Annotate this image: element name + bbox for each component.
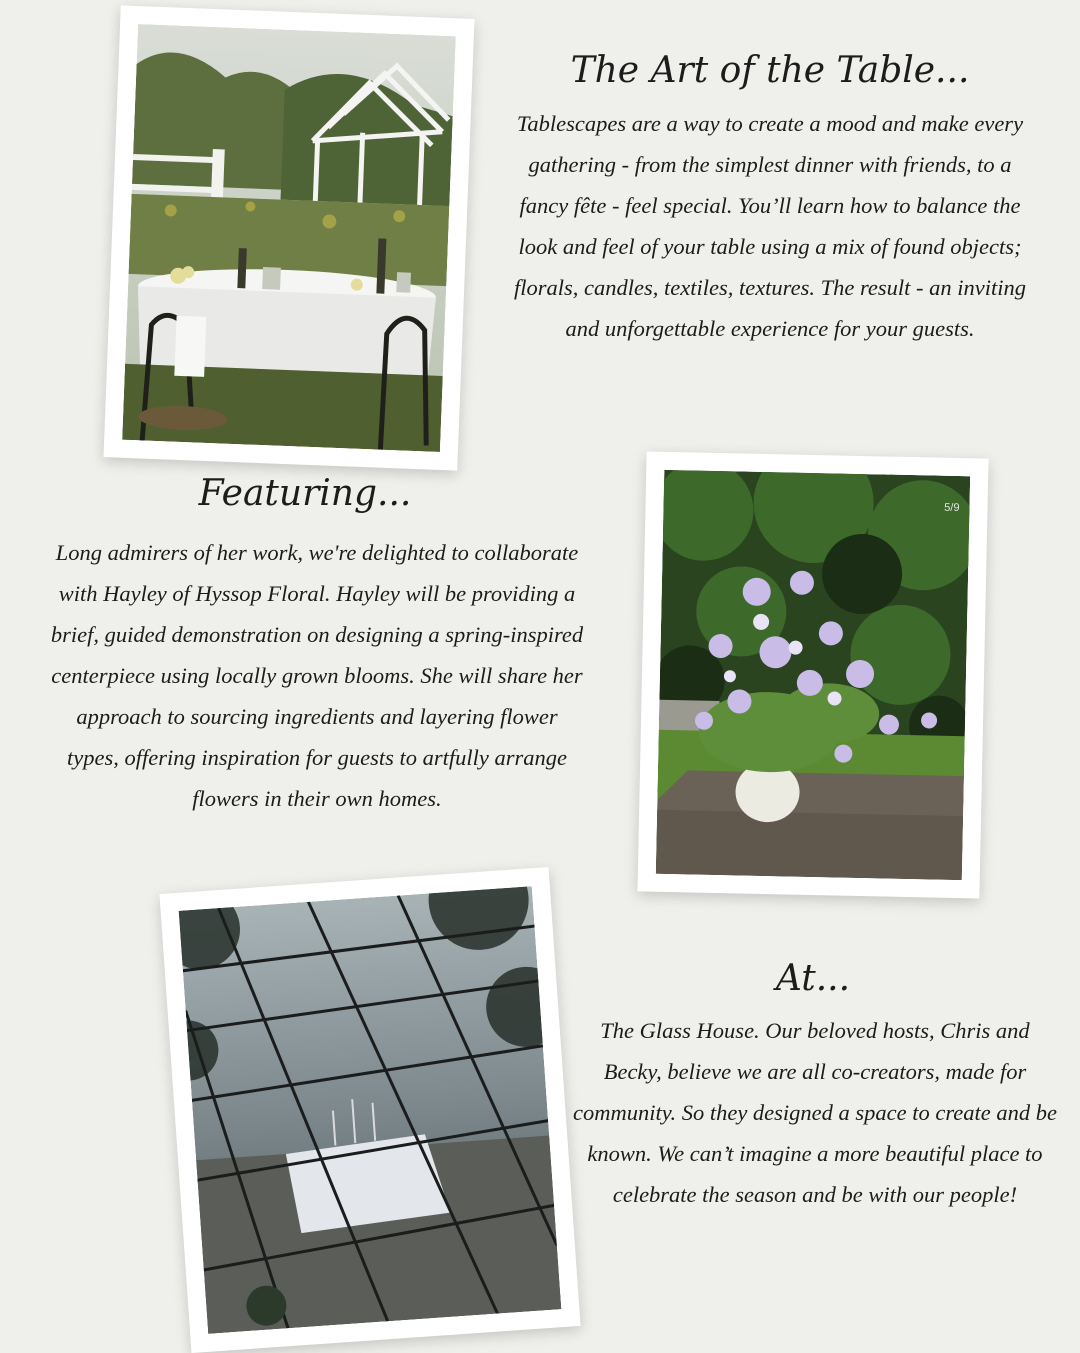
garden-table-photo xyxy=(103,5,474,470)
photo-counter: 5/9 xyxy=(944,501,960,515)
art-of-table-heading: The Art of the Table... xyxy=(570,50,970,91)
glass-house-image xyxy=(179,886,562,1334)
art-of-table-description: Tablescapes are a way to create a mood and make every gathering - from the simplest dinner with friends, to a fancy fête - feel special. You’ll learn how to balance the look and feel of your table using a mix of found objects; florals, candles, textiles, textures. The result - an inviting and unforgettable experience for your guests. xyxy=(513,111,1026,341)
featuring-heading: Featuring... xyxy=(198,473,412,514)
lilac-arrangement-photo xyxy=(637,451,988,898)
at-heading: At... xyxy=(775,958,851,999)
lilac-arrangement-image xyxy=(656,470,970,880)
at-description: The Glass House. Our beloved hosts, Chris and Becky, believe we are all co-creators, made for community. So they designed a space to create and be known. We can’t imagine a more beautiful place to celebrate the season and be with our people! xyxy=(572,1018,1058,1207)
glass-house-photo xyxy=(159,867,580,1353)
featuring-description: Long admirers of her work, we're delighted to collaborate with Hayley of Hyssop Floral. Hayley will be providing a brief, guided demonstration on designing a spring-inspired centerpiece using locally grown blooms. She will share her approach to sourcing ingredients and layering flower types, offering inspiration for guests to artfully arrange flowers in their own homes. xyxy=(50,540,584,811)
garden-table-image xyxy=(122,24,456,452)
